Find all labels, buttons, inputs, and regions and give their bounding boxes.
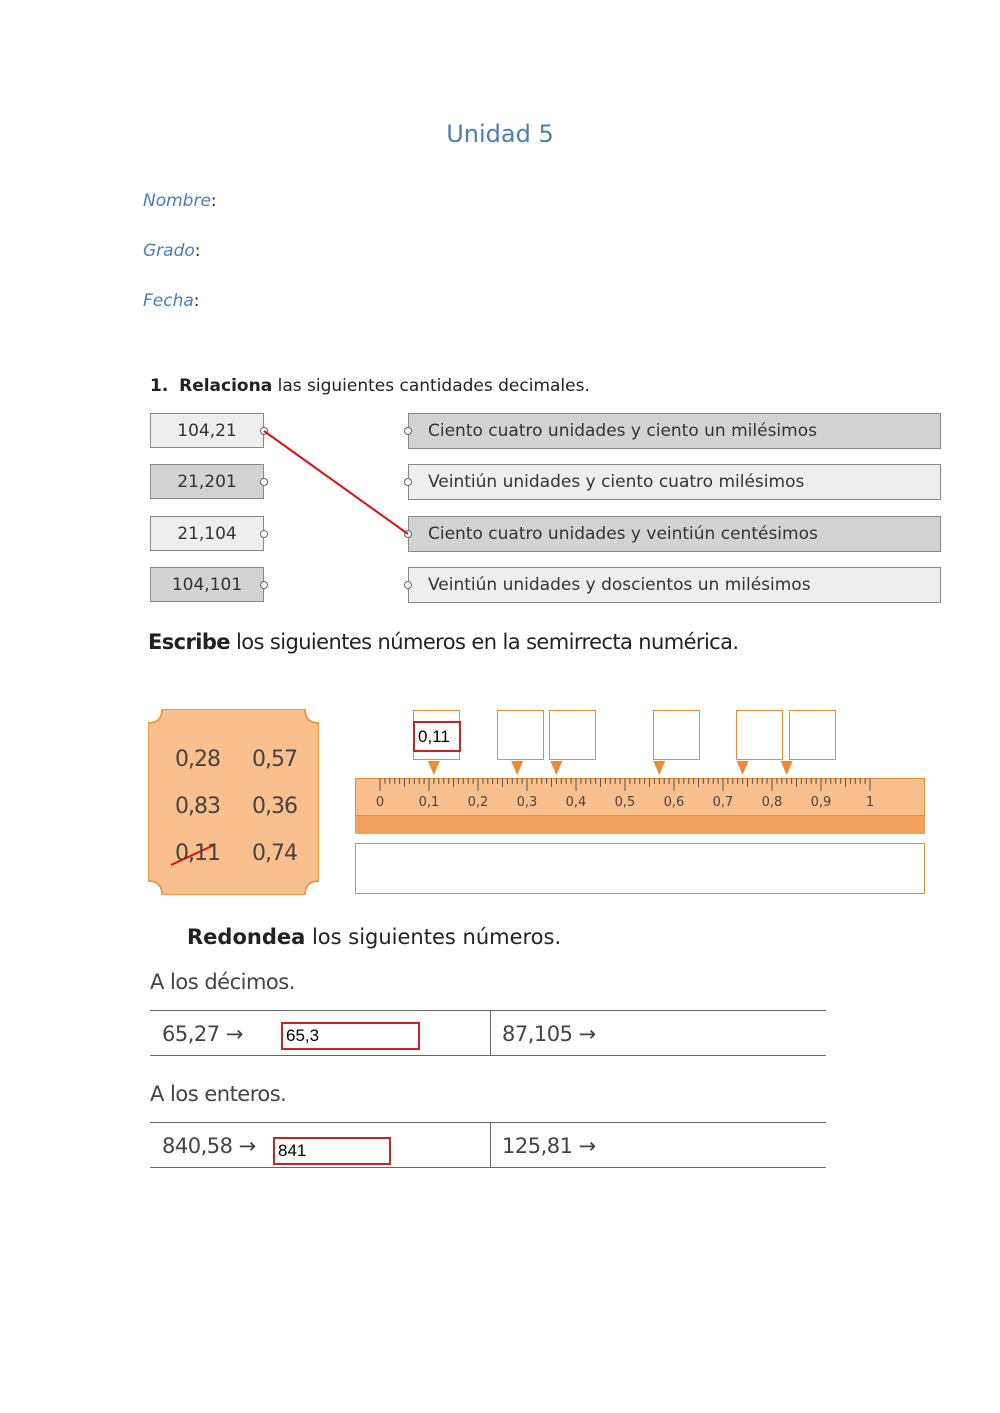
ruler-markers [0,758,1000,778]
table-divider [490,1123,491,1167]
number-card-4[interactable]: 104,101 [150,567,264,602]
tenths-value-2: 87,105 [502,1022,573,1046]
ruler-label: 1 [865,795,875,810]
ruler-marker [511,761,523,775]
ruler-answer-box-3[interactable] [549,710,596,760]
ruler-label: 0,8 [761,795,783,810]
number-card-2[interactable]: 21,201 [150,464,264,499]
arrow-icon: → [578,1022,596,1046]
ruler-label: 0,9 [810,795,832,810]
number-card-3[interactable]: 21,104 [150,516,264,551]
ticket-number-1[interactable]: 0,28 [175,747,220,772]
table-divider [490,1011,491,1055]
tenths-item-1 [162,1022,243,1046]
date-colon: : [193,291,200,311]
ticket-number-3[interactable]: 0,83 [175,794,220,819]
ruler-labels [0,795,1000,815]
exercise1-number: 1. [150,376,169,396]
ruler-stripe [355,816,925,834]
ruler-ticks [355,778,925,792]
exercise3-heading-bold: Redondea [187,925,306,949]
ruler-label: 0,7 [712,795,734,810]
ruler-label: 0,6 [663,795,685,810]
ticket-number-2[interactable]: 0,57 [252,747,297,772]
integers-section-title: A los enteros. [150,1082,287,1106]
ruler-answer-box-6[interactable] [789,710,836,760]
tenths-answer-input-1[interactable] [281,1022,420,1050]
tenths-value-1: 65,27 [162,1022,220,1046]
match-line-layer [0,0,1000,700]
exercise2-heading-rest: los siguientes números en la semirrecta numérica. [229,630,739,654]
number-card-1[interactable]: 104,21 [150,413,264,448]
exercise2-heading-bold: Escribe [148,630,230,654]
grade-label: Grado [143,241,195,261]
ticket-number-6[interactable]: 0,74 [252,841,297,866]
ruler-answer-box-2[interactable] [497,710,544,760]
exercise3-heading [187,925,561,949]
integers-item-1 [162,1134,256,1158]
ruler-marker [737,761,749,775]
name-label: Nombre [143,191,211,211]
ruler-label: 0,3 [516,795,538,810]
page-title: Unidad 5 [446,120,554,148]
exercise1-heading-bold: Relaciona [179,376,273,396]
grade-colon: : [194,241,201,261]
match-line[interactable] [264,431,408,534]
date-label: Fecha [143,291,194,311]
ruler-label: 0,1 [418,795,440,810]
description-card-3[interactable]: Ciento cuatro unidades y veintiún centésimos [408,516,941,552]
ruler-label: 0,4 [565,795,587,810]
description-card-2[interactable]: Veintiún unidades y ciento cuatro milésimos [408,464,941,500]
tenths-item-2 [502,1022,596,1046]
ruler-label: 0,5 [614,795,636,810]
ruler-label: 0,2 [467,795,489,810]
integers-table [150,1122,826,1168]
description-card-4[interactable]: Veintiún unidades y doscientos un milésimos [408,567,941,603]
ruler-answer-strip[interactable] [355,843,925,894]
integers-value-2: 125,81 [502,1134,573,1158]
tenths-section-title: A los décimos. [150,970,295,994]
name-colon: : [210,191,217,211]
integers-item-2 [502,1134,596,1158]
ruler-answer-box-5[interactable] [736,710,783,760]
ruler-marker [653,761,665,775]
ruler-marker [781,761,793,775]
exercise2-heading [148,630,738,654]
arrow-icon: → [238,1134,256,1158]
arrow-icon: → [225,1022,243,1046]
ruler-marker [550,761,562,775]
integers-value-1: 840,58 [162,1134,233,1158]
ruler-answer-input-1[interactable] [413,721,461,752]
ticket-number-5[interactable]: 0,11 [175,841,220,866]
exercise3-heading-rest: los siguientes números. [305,925,562,949]
tenths-table [150,1010,826,1056]
arrow-icon: → [578,1134,596,1158]
exercise1-heading-rest: las siguientes cantidades decimales. [272,376,590,396]
integers-answer-input-1[interactable] [273,1137,391,1165]
ruler-label: 0 [375,795,385,810]
description-card-1[interactable]: Ciento cuatro unidades y ciento un milésimos [408,413,941,449]
ruler-marker [428,761,440,775]
ruler-answer-box-4[interactable] [653,710,700,760]
ticket-number-4[interactable]: 0,36 [252,794,297,819]
